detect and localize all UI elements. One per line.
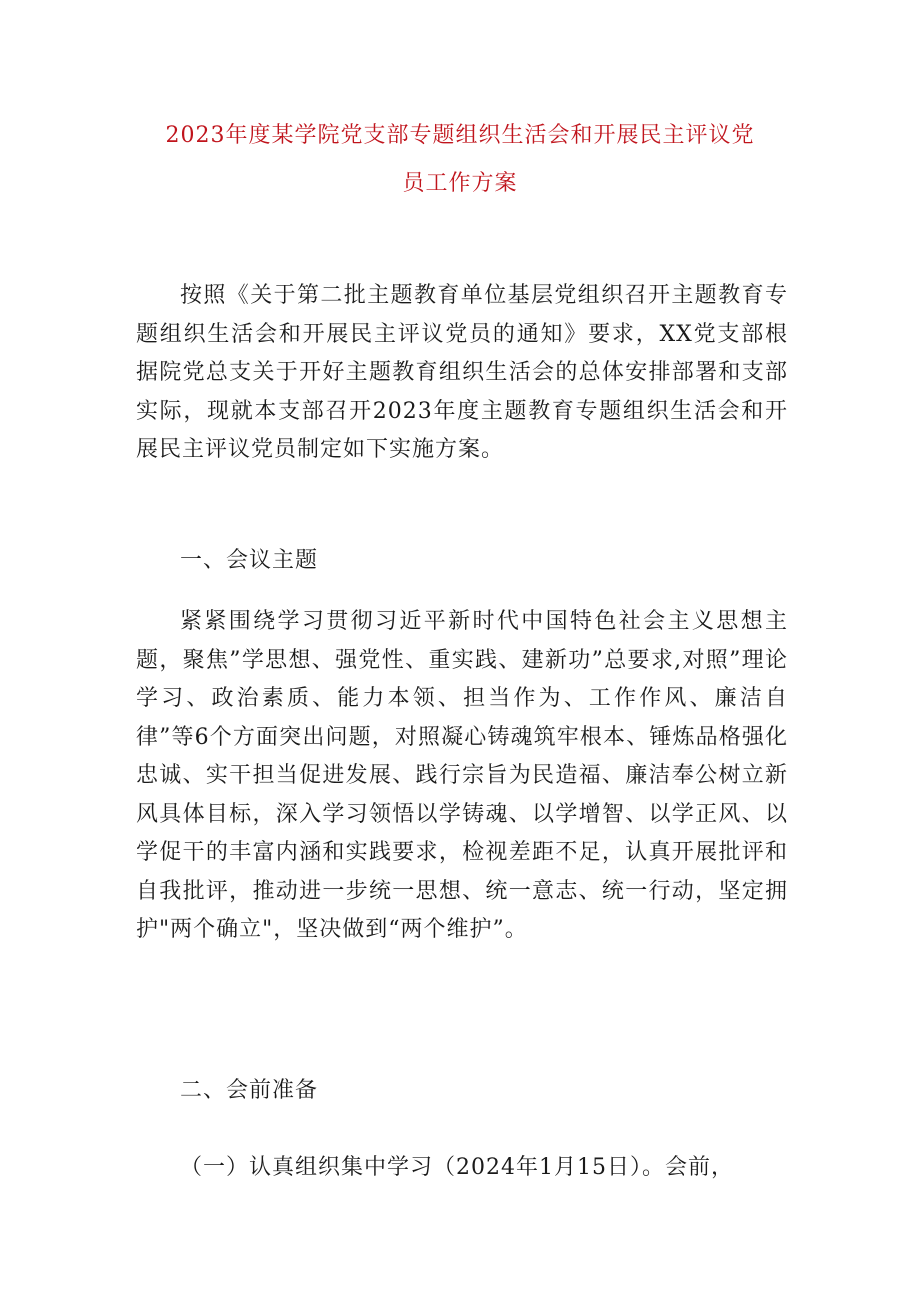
- document-title-line2: 员工作方案: [402, 171, 518, 196]
- document-title-line1: 2023年度某学院党支部专题组织生活会和开展民主评议党: [165, 123, 755, 148]
- section-heading-meeting-theme: 一、会议主题: [180, 548, 319, 573]
- intro-paragraph: 按照《关于第二批主题教育单位基层党组织召开主题教育专题组织生活会和开展民主评议党员的通知》要求，XX党支部根据院党总支关于开好主题教育组织生活会的总体安排部署和支部实际，现就本支部召开2023年度主题教育专题组织生活会和开展民主评议党员制定如下实施方案。: [136, 283, 788, 462]
- section-heading-preparation: 二、会前准备: [180, 1078, 319, 1103]
- preparation-item-1: （一）认真组织集中学习（2024年1月15日）。会前，: [180, 1155, 734, 1180]
- meeting-theme-paragraph: 紧紧围绕学习贯彻习近平新时代中国特色社会主义思想主题，聚焦”学思想、强党性、重实践、建新功”总要求,对照”理论学习、政治素质、能力本领、担当作为、工作作风、廉洁自律”等6个方面突出问题，对照凝心铸魂筑牢根本、锤炼品格强化忠诚、实干担当促进发展、践行宗旨为民造福、廉洁奉公树立新风具体目标，深入学习领悟以学铸魂、以学增智、以学正风、以学促干的丰富内涵和实践要求，检视差距不足，认真开展批评和自我批评，推动进一步统一思想、统一意志、统一行动，坚定拥护"两个确立"，坚决做到“两个维护”。: [136, 609, 788, 942]
